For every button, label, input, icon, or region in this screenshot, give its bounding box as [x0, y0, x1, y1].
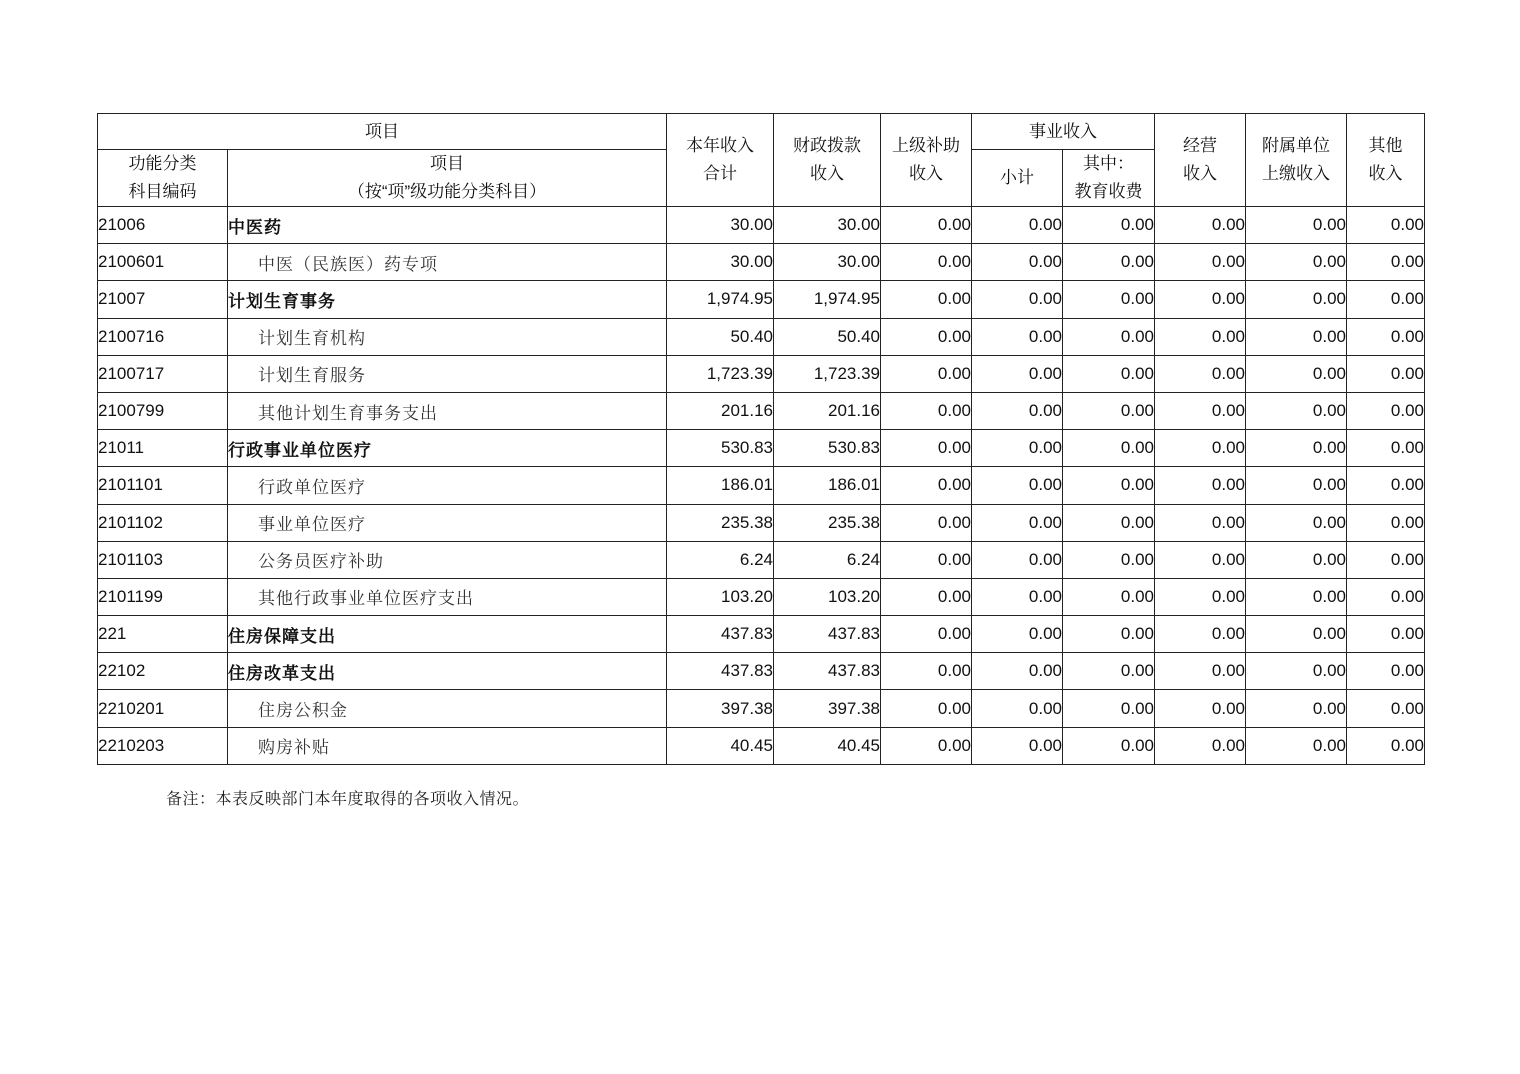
table-row [98, 244, 1425, 281]
row-other-value: 0.00 [1347, 690, 1425, 727]
row-superior-value: 0.00 [881, 207, 972, 244]
row-affiliated-value: 0.00 [1246, 207, 1347, 244]
header-name: 项目 （按“项”级功能分类科目） [228, 150, 667, 207]
row-education-value: 0.00 [1063, 690, 1155, 727]
row-education-value: 0.00 [1063, 207, 1155, 244]
header-fiscal: 财政拨款 收入 [774, 114, 881, 207]
table-row [98, 653, 1425, 690]
row-superior-value: 0.00 [881, 318, 972, 355]
row-name: 计划生育事务 [228, 281, 667, 318]
row-code: 2100717 [98, 355, 228, 392]
row-fiscal-value: 437.83 [774, 616, 881, 653]
row-other-value: 0.00 [1347, 616, 1425, 653]
row-name: 行政单位医疗 [228, 467, 667, 504]
table-row [98, 430, 1425, 467]
row-operating-value: 0.00 [1155, 653, 1246, 690]
table-row [98, 690, 1425, 727]
table-header [98, 114, 1425, 207]
row-operating-value: 0.00 [1155, 318, 1246, 355]
header-business-income: 事业收入 [972, 114, 1155, 150]
table-row [98, 392, 1425, 429]
table-note: 备注：本表反映部门本年度取得的各项收入情况。 [166, 789, 530, 808]
header-other: 其他 收入 [1347, 114, 1425, 207]
row-superior-value: 0.00 [881, 504, 972, 541]
row-superior-value: 0.00 [881, 541, 972, 578]
row-other-value: 0.00 [1347, 392, 1425, 429]
row-operating-value: 0.00 [1155, 281, 1246, 318]
table-row [98, 727, 1425, 764]
row-other-value: 0.00 [1347, 318, 1425, 355]
row-operating-value: 0.00 [1155, 690, 1246, 727]
row-operating-value: 0.00 [1155, 244, 1246, 281]
row-operating-value: 0.00 [1155, 355, 1246, 392]
row-subtotal-value: 0.00 [972, 430, 1063, 467]
row-name: 公务员医疗补助 [228, 541, 667, 578]
table-row [98, 355, 1425, 392]
row-operating-value: 0.00 [1155, 616, 1246, 653]
row-other-value: 0.00 [1347, 207, 1425, 244]
header-total-income: 本年收入 合计 [667, 114, 774, 207]
row-other-value: 0.00 [1347, 467, 1425, 504]
row-subtotal-value: 0.00 [972, 244, 1063, 281]
row-code: 22102 [98, 653, 228, 690]
header-subtotal: 小计 [972, 150, 1063, 207]
table-row [98, 578, 1425, 615]
row-education-value: 0.00 [1063, 392, 1155, 429]
row-affiliated-value: 0.00 [1246, 244, 1347, 281]
row-education-value: 0.00 [1063, 467, 1155, 504]
row-fiscal-value: 397.38 [774, 690, 881, 727]
row-superior-value: 0.00 [881, 467, 972, 504]
row-total-value: 437.83 [667, 653, 774, 690]
row-name: 住房改革支出 [228, 653, 667, 690]
row-name: 事业单位医疗 [228, 504, 667, 541]
row-name: 其他计划生育事务支出 [228, 392, 667, 429]
row-operating-value: 0.00 [1155, 541, 1246, 578]
row-name: 中医药 [228, 207, 667, 244]
row-affiliated-value: 0.00 [1246, 541, 1347, 578]
row-subtotal-value: 0.00 [972, 281, 1063, 318]
table-row [98, 207, 1425, 244]
row-total-value: 103.20 [667, 578, 774, 615]
row-affiliated-value: 0.00 [1246, 727, 1347, 764]
row-fiscal-value: 40.45 [774, 727, 881, 764]
row-education-value: 0.00 [1063, 355, 1155, 392]
row-total-value: 30.00 [667, 207, 774, 244]
row-affiliated-value: 0.00 [1246, 355, 1347, 392]
row-superior-value: 0.00 [881, 578, 972, 615]
table-body [98, 207, 1425, 765]
row-total-value: 186.01 [667, 467, 774, 504]
row-affiliated-value: 0.00 [1246, 467, 1347, 504]
row-affiliated-value: 0.00 [1246, 430, 1347, 467]
row-name: 住房公积金 [228, 690, 667, 727]
row-other-value: 0.00 [1347, 355, 1425, 392]
row-total-value: 30.00 [667, 244, 774, 281]
row-subtotal-value: 0.00 [972, 541, 1063, 578]
row-education-value: 0.00 [1063, 616, 1155, 653]
row-superior-value: 0.00 [881, 430, 972, 467]
header-superior-subsidy: 上级补助 收入 [881, 114, 972, 207]
row-total-value: 1,974.95 [667, 281, 774, 318]
row-fiscal-value: 186.01 [774, 467, 881, 504]
row-affiliated-value: 0.00 [1246, 318, 1347, 355]
row-other-value: 0.00 [1347, 244, 1425, 281]
header-education-fee: 其中： 教育收费 [1063, 150, 1155, 207]
row-fiscal-value: 30.00 [774, 207, 881, 244]
row-code: 2101101 [98, 467, 228, 504]
row-education-value: 0.00 [1063, 318, 1155, 355]
row-code: 21011 [98, 430, 228, 467]
row-education-value: 0.00 [1063, 578, 1155, 615]
row-subtotal-value: 0.00 [972, 616, 1063, 653]
row-operating-value: 0.00 [1155, 207, 1246, 244]
header-code: 功能分类 科目编码 [98, 150, 228, 207]
row-superior-value: 0.00 [881, 392, 972, 429]
row-name: 计划生育服务 [228, 355, 667, 392]
row-subtotal-value: 0.00 [972, 653, 1063, 690]
row-subtotal-value: 0.00 [972, 355, 1063, 392]
income-table [97, 113, 1425, 765]
row-affiliated-value: 0.00 [1246, 690, 1347, 727]
header-operating: 经营 收入 [1155, 114, 1246, 207]
row-code: 221 [98, 616, 228, 653]
row-affiliated-value: 0.00 [1246, 616, 1347, 653]
row-subtotal-value: 0.00 [972, 504, 1063, 541]
row-name: 购房补贴 [228, 727, 667, 764]
row-subtotal-value: 0.00 [972, 578, 1063, 615]
row-fiscal-value: 530.83 [774, 430, 881, 467]
row-total-value: 201.16 [667, 392, 774, 429]
header-project-group: 项目 [98, 114, 667, 150]
header-affiliated: 附属单位 上缴收入 [1246, 114, 1347, 207]
row-code: 21007 [98, 281, 228, 318]
row-education-value: 0.00 [1063, 541, 1155, 578]
row-superior-value: 0.00 [881, 616, 972, 653]
row-affiliated-value: 0.00 [1246, 392, 1347, 429]
row-name: 计划生育机构 [228, 318, 667, 355]
row-total-value: 40.45 [667, 727, 774, 764]
row-fiscal-value: 6.24 [774, 541, 881, 578]
row-subtotal-value: 0.00 [972, 392, 1063, 429]
table-row [98, 281, 1425, 318]
row-operating-value: 0.00 [1155, 467, 1246, 504]
table-row [98, 504, 1425, 541]
row-fiscal-value: 50.40 [774, 318, 881, 355]
row-operating-value: 0.00 [1155, 727, 1246, 764]
row-total-value: 50.40 [667, 318, 774, 355]
row-superior-value: 0.00 [881, 727, 972, 764]
row-subtotal-value: 0.00 [972, 207, 1063, 244]
row-fiscal-value: 1,974.95 [774, 281, 881, 318]
row-total-value: 530.83 [667, 430, 774, 467]
row-code: 2101103 [98, 541, 228, 578]
row-total-value: 437.83 [667, 616, 774, 653]
row-fiscal-value: 103.20 [774, 578, 881, 615]
row-other-value: 0.00 [1347, 653, 1425, 690]
row-code: 2101102 [98, 504, 228, 541]
row-superior-value: 0.00 [881, 690, 972, 727]
row-subtotal-value: 0.00 [972, 690, 1063, 727]
row-total-value: 1,723.39 [667, 355, 774, 392]
row-education-value: 0.00 [1063, 430, 1155, 467]
table-row [98, 318, 1425, 355]
row-other-value: 0.00 [1347, 727, 1425, 764]
row-subtotal-value: 0.00 [972, 467, 1063, 504]
row-operating-value: 0.00 [1155, 504, 1246, 541]
row-total-value: 235.38 [667, 504, 774, 541]
row-affiliated-value: 0.00 [1246, 653, 1347, 690]
row-other-value: 0.00 [1347, 541, 1425, 578]
row-superior-value: 0.00 [881, 281, 972, 318]
row-operating-value: 0.00 [1155, 578, 1246, 615]
row-total-value: 6.24 [667, 541, 774, 578]
row-code: 2101199 [98, 578, 228, 615]
row-total-value: 397.38 [667, 690, 774, 727]
row-subtotal-value: 0.00 [972, 727, 1063, 764]
row-affiliated-value: 0.00 [1246, 281, 1347, 318]
row-code: 21006 [98, 207, 228, 244]
row-fiscal-value: 437.83 [774, 653, 881, 690]
table-row [98, 616, 1425, 653]
table-row [98, 541, 1425, 578]
row-name: 其他行政事业单位医疗支出 [228, 578, 667, 615]
row-affiliated-value: 0.00 [1246, 504, 1347, 541]
row-other-value: 0.00 [1347, 504, 1425, 541]
row-other-value: 0.00 [1347, 281, 1425, 318]
row-code: 2210203 [98, 727, 228, 764]
row-superior-value: 0.00 [881, 653, 972, 690]
row-other-value: 0.00 [1347, 578, 1425, 615]
row-operating-value: 0.00 [1155, 430, 1246, 467]
row-name: 住房保障支出 [228, 616, 667, 653]
row-superior-value: 0.00 [881, 355, 972, 392]
table-row [98, 467, 1425, 504]
row-operating-value: 0.00 [1155, 392, 1246, 429]
row-education-value: 0.00 [1063, 653, 1155, 690]
row-other-value: 0.00 [1347, 430, 1425, 467]
row-education-value: 0.00 [1063, 244, 1155, 281]
row-fiscal-value: 1,723.39 [774, 355, 881, 392]
row-fiscal-value: 201.16 [774, 392, 881, 429]
row-name: 中医（民族医）药专项 [228, 244, 667, 281]
row-education-value: 0.00 [1063, 504, 1155, 541]
row-code: 2210201 [98, 690, 228, 727]
row-subtotal-value: 0.00 [972, 318, 1063, 355]
row-code: 2100799 [98, 392, 228, 429]
row-affiliated-value: 0.00 [1246, 578, 1347, 615]
row-code: 2100601 [98, 244, 228, 281]
row-education-value: 0.00 [1063, 727, 1155, 764]
row-education-value: 0.00 [1063, 281, 1155, 318]
row-fiscal-value: 235.38 [774, 504, 881, 541]
row-fiscal-value: 30.00 [774, 244, 881, 281]
row-name: 行政事业单位医疗 [228, 430, 667, 467]
row-code: 2100716 [98, 318, 228, 355]
row-superior-value: 0.00 [881, 244, 972, 281]
